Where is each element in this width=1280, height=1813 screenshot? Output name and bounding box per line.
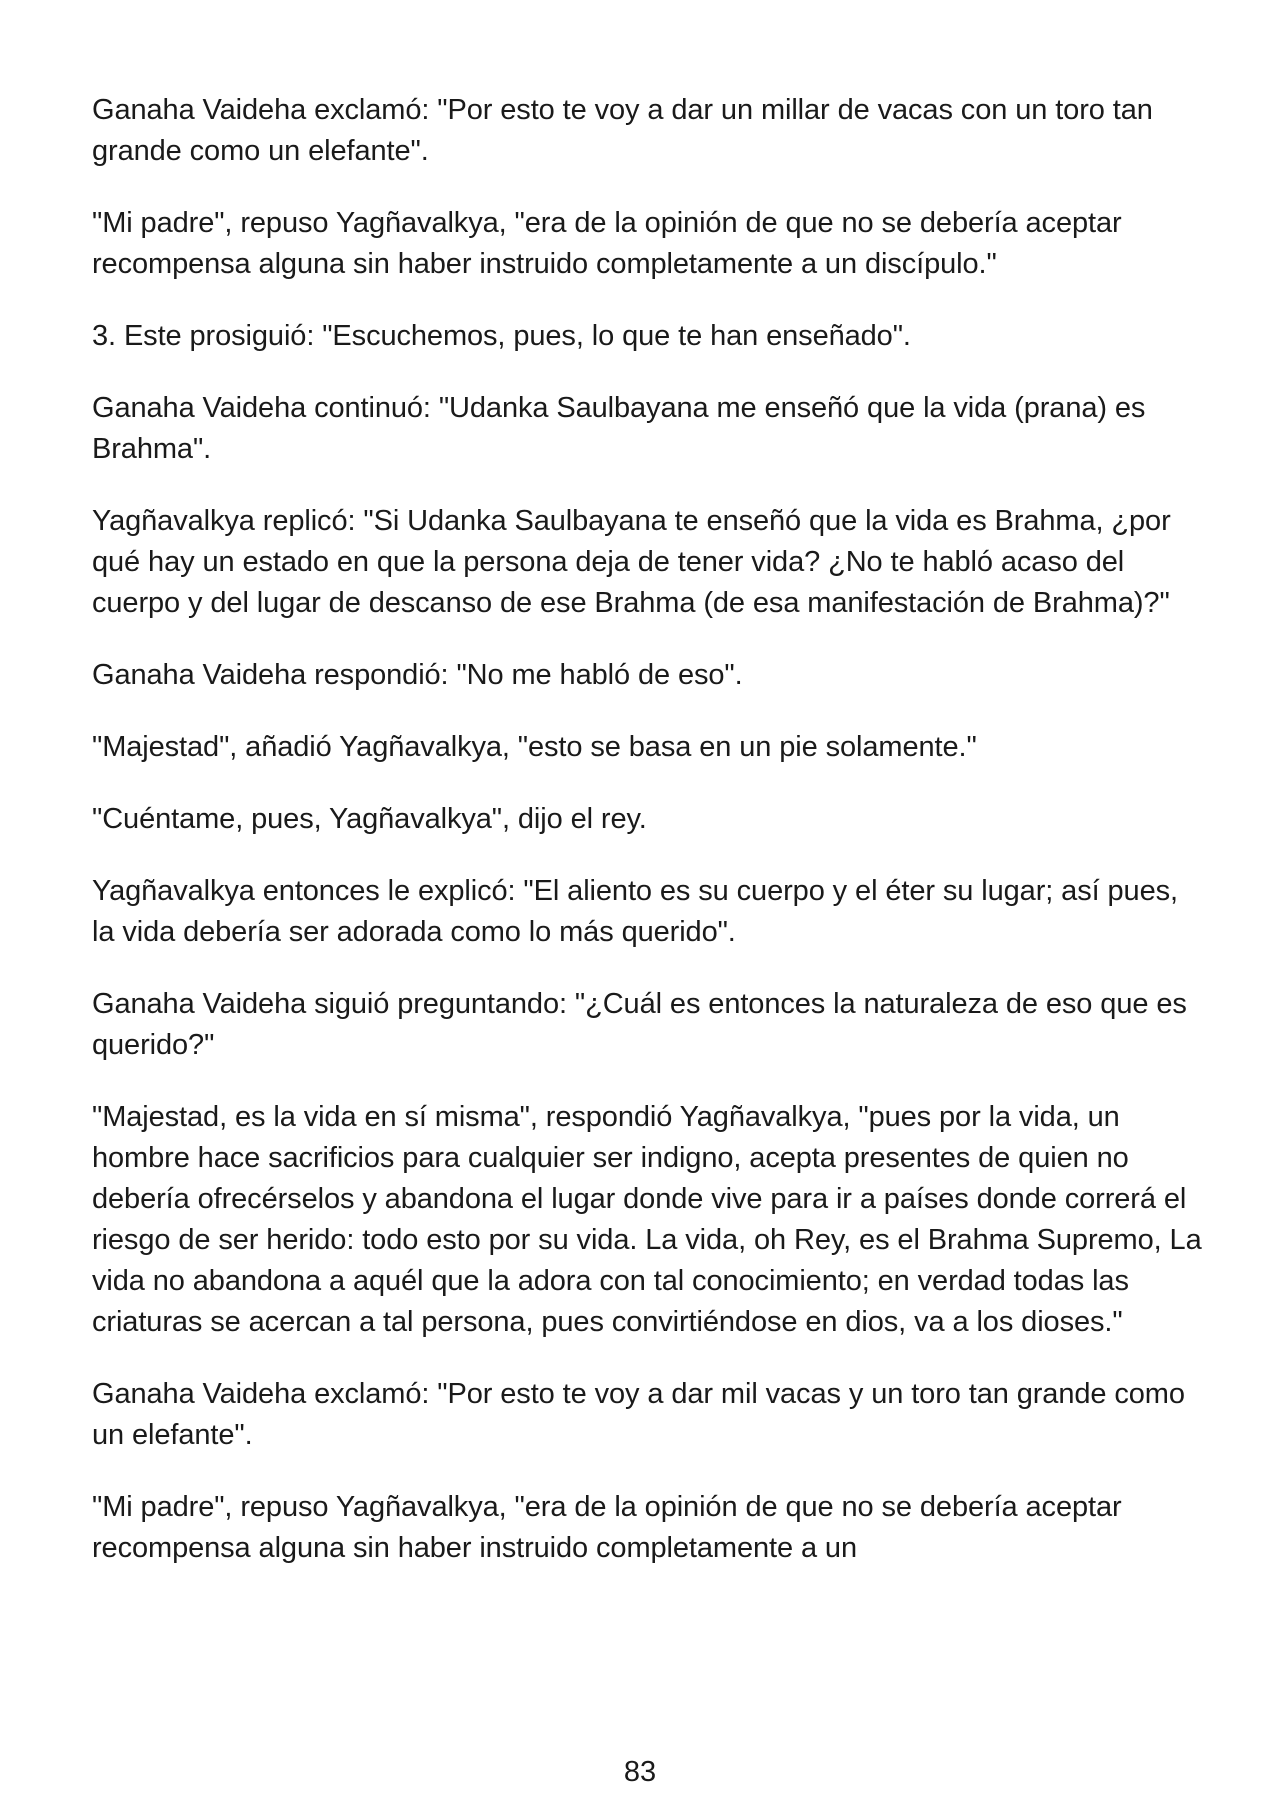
- paragraph-6: Ganaha Vaideha respondió: "No me habló de eso".: [92, 659, 743, 691]
- paragraph-11: "Majestad, es la vida en sí misma", respondió Yagñavalkya, "pues por la vida, un hombre hace sacrificios para cualquier ser indigno, acepta presentes de quien no debería ofrecérselos y abandona el lugar donde vive para ir a países donde correrá el riesgo de ser herido: todo esto por su vida. La vida, oh Rey, es el Brahma Supremo, La vida no abandona a aquél que la adora con tal conocimiento; en verdad todas las criaturas se acercan a tal persona, pues convirtiéndose en dios, va a los dioses.": [92, 1101, 1202, 1338]
- paragraph-10: Ganaha Vaideha siguió preguntando: "¿Cuál es entonces la naturaleza de eso que es querido?": [92, 988, 1187, 1061]
- body-text: [92, 90, 1202, 1569]
- paragraph-2: "Mi padre", repuso Yagñavalkya, "era de la opinión de que no se debería aceptar recompensa alguna sin haber instruido completamente a un discípulo.": [92, 207, 1122, 280]
- paragraph-7: "Majestad", añadió Yagñavalkya, "esto se basa en un pie solamente.": [92, 731, 977, 763]
- paragraph-3: 3. Este prosiguió: "Escuchemos, pues, lo que te han enseñado".: [92, 320, 911, 352]
- paragraph-8: "Cuéntame, pues, Yagñavalkya", dijo el rey.: [92, 803, 647, 835]
- page-number: 83: [623, 1756, 657, 1788]
- paragraph-12: Ganaha Vaideha exclamó: "Por esto te voy a dar mil vacas y un toro tan grande como un elefante".: [92, 1378, 1185, 1451]
- paragraph-4: Ganaha Vaideha continuó: "Udanka Saulbayana me enseñó que la vida (prana) es Brahma".: [92, 392, 1146, 465]
- paragraph-1: Ganaha Vaideha exclamó: "Por esto te voy a dar un millar de vacas con un toro tan grande como un elefante".: [92, 94, 1153, 167]
- paragraph-5: Yagñavalkya replicó: "Si Udanka Saulbayana te enseñó que la vida es Brahma, ¿por qué hay un estado en que la persona deja de tener vida? ¿No te habló acaso del cuerpo y del lugar de descanso de ese Brahma (de esa manifestación de Brahma)?": [92, 505, 1171, 619]
- paragraph-9: Yagñavalkya entonces le explicó: "El aliento es su cuerpo y el éter su lugar; así pues, la vida debería ser adorada como lo más querido".: [92, 875, 1178, 948]
- paragraph-13: "Mi padre", repuso Yagñavalkya, "era de la opinión de que no se debería aceptar recompensa alguna sin haber instruido completamente a un: [92, 1491, 1122, 1564]
